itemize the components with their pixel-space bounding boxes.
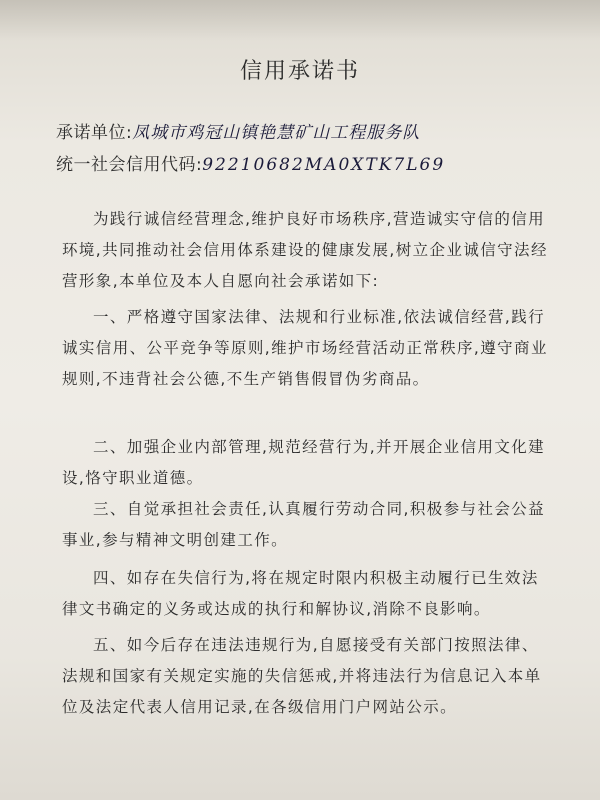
paragraph: 一、严格遵守国家法律、法规和行业标准,依法诚信经营,践行诚实信用、公平竞争等原则,维护市场经营活动正常秩序,遵守商业规则,不违背社会公德,不生产销售假冒伪劣商品。 [62, 308, 548, 389]
commitment-item-4 [62, 563, 552, 625]
credit-code-value: 92210682MA0XTK7L69 [202, 155, 446, 175]
commitment-item-5 [62, 630, 552, 724]
commitment-unit-label: 承诺单位: [56, 123, 133, 143]
commitment-item-1 [62, 302, 552, 396]
credit-code-label: 统一社会信用代码: [56, 155, 203, 175]
credit-code-line [56, 150, 445, 175]
paragraph: 四、如存在失信行为,将在规定时限内积极主动履行已生效法律文书确定的义务或达成的执行和解协议,消除不良影响。 [62, 569, 539, 619]
commitment-unit-value: 凤城市鸡冠山镇艳慧矿山工程服务队 [132, 123, 421, 143]
page-shadow [0, 0, 600, 40]
paragraph: 为践行诚信经营理念,维护良好市场秩序,营造诚实守信的信用环境,共同推动社会信用体系建设的健康发展,树立企业诚信守法经营形象,本单位及本人自愿向社会承诺如下: [62, 210, 548, 291]
commitment-unit-line [56, 118, 420, 143]
paragraph: 二、加强企业内部管理,规范经营行为,并开展企业信用文化建设,恪守职业道德。 [62, 438, 546, 488]
paragraph: 三、自觉承担社会责任,认真履行劳动合同,积极参与社会公益事业,参与精神文明创建工作。 [62, 500, 546, 550]
document-title: 信用承诺书 [239, 59, 360, 84]
commitment-item-2 [62, 432, 552, 494]
paragraph: 五、如今后存在违法违规行为,自愿接受有关部门按照法律、法规和国家有关规定实施的失信惩戒,并将违法行为信息记入本单位及法定代表人信用记录,在各级信用门户网站公示。 [62, 636, 542, 717]
intro-paragraph [62, 204, 552, 298]
commitment-item-3 [62, 494, 552, 556]
